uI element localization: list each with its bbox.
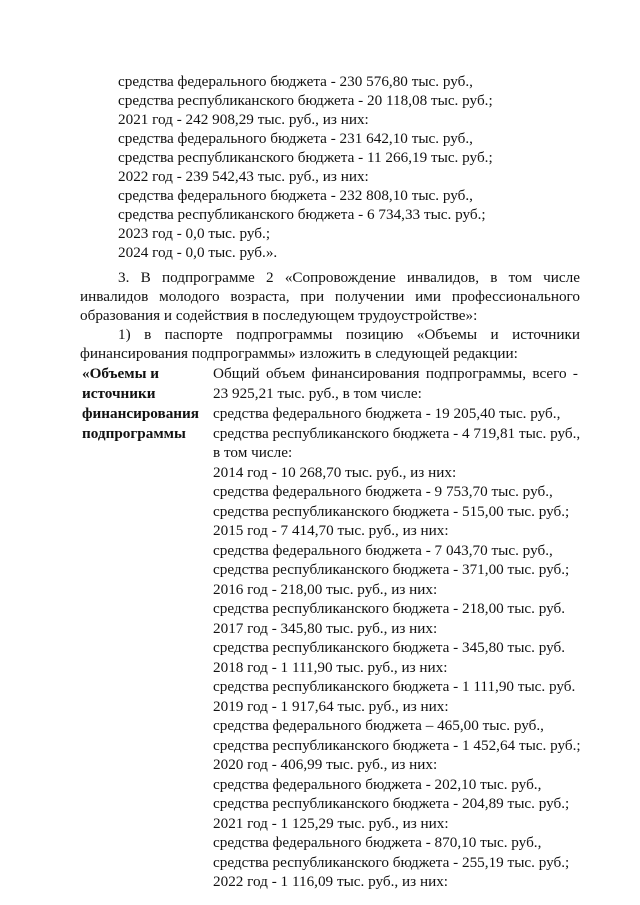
paragraph-line: финансирования подпрограммы» изложить в следующей редакции: [80, 345, 518, 362]
text-line: средства республиканского бюджета - 20 118,08 тыс. руб.; [118, 92, 493, 109]
text-line: 2022 год - 239 542,43 тыс. руб., из них: [118, 168, 369, 185]
text-line: средства республиканского бюджета - 6 734,33 тыс. руб.; [118, 206, 486, 223]
value-line: 23 925,21 тыс. руб., в том числе: [213, 385, 422, 402]
value-line: средства республиканского бюджета - 371,00 тыс. руб.; [213, 561, 570, 578]
value-line: средства республиканского бюджета - 255,19 тыс. руб.; [213, 854, 570, 871]
paragraph-line: 3. В подпрограмме 2 «Сопровождение инвалидов, в том числе [118, 269, 580, 286]
value-line: средства республиканского бюджета - 515,00 тыс. руб.; [213, 503, 570, 520]
value-line: 2021 год - 1 125,29 тыс. руб., из них: [213, 815, 449, 832]
value-line: 2017 год - 345,80 тыс. руб., из них: [213, 620, 438, 637]
paragraph-line: образования и содействия в последующем трудоустройстве»: [80, 307, 478, 324]
label-line: «Объемы и [82, 365, 159, 382]
value-line: средства федерального бюджета - 202,10 тыс. руб., [213, 776, 542, 793]
value-line: в том числе: [213, 444, 293, 461]
value-line: средства федерального бюджета – 465,00 тыс. руб., [213, 717, 544, 734]
value-line: Общий объем финансирования подпрограммы, всего - [213, 365, 578, 382]
label-line: источники [82, 385, 156, 402]
value-line: 2022 год - 1 116,09 тыс. руб., из них: [213, 873, 449, 890]
text-line: 2024 год - 0,0 тыс. руб.». [118, 244, 278, 261]
value-line: 2014 год - 10 268,70 тыс. руб., из них: [213, 464, 457, 481]
value-line: 2016 год - 218,00 тыс. руб., из них: [213, 581, 438, 598]
value-line: средства федерального бюджета - 7 043,70 тыс. руб., [213, 542, 553, 559]
value-line: средства республиканского бюджета - 204,89 тыс. руб.; [213, 795, 570, 812]
value-line: средства республиканского бюджета - 1 111,90 тыс. руб. [213, 678, 576, 695]
text-line: средства федерального бюджета - 230 576,80 тыс. руб., [118, 73, 473, 90]
value-line: 2015 год - 7 414,70 тыс. руб., из них: [213, 522, 449, 539]
text-line: 2023 год - 0,0 тыс. руб.; [118, 225, 271, 242]
paragraph-line: 1) в паспорте подпрограммы позицию «Объемы и источники [118, 326, 580, 343]
text-line: 2021 год - 242 908,29 тыс. руб., из них: [118, 111, 369, 128]
value-line: 2019 год - 1 917,64 тыс. руб., из них: [213, 698, 449, 715]
text-line: средства республиканского бюджета - 11 266,19 тыс. руб.; [118, 149, 493, 166]
value-line: средства федерального бюджета - 9 753,70 тыс. руб., [213, 483, 553, 500]
label-line: финансирования [82, 405, 200, 422]
value-line: средства федерального бюджета - 870,10 тыс. руб., [213, 834, 542, 851]
value-line: средства республиканского бюджета - 345,80 тыс. руб. [213, 639, 566, 656]
value-line: 2018 год - 1 111,90 тыс. руб., из них: [213, 659, 448, 676]
text-line: средства федерального бюджета - 231 642,10 тыс. руб., [118, 130, 473, 147]
text-line: средства федерального бюджета - 232 808,10 тыс. руб., [118, 187, 473, 204]
value-line: средства республиканского бюджета - 4 719,81 тыс. руб., [213, 425, 581, 442]
value-line: средства республиканского бюджета - 218,00 тыс. руб. [213, 600, 566, 617]
value-line: средства республиканского бюджета - 1 452,64 тыс. руб.; [213, 737, 581, 754]
value-line: 2020 год - 406,99 тыс. руб., из них: [213, 756, 438, 773]
value-line: средства федерального бюджета - 19 205,40 тыс. руб., [213, 405, 561, 422]
label-line: подпрограммы [82, 425, 186, 442]
paragraph-line: инвалидов молодого возраста, при получении ими профессионального [80, 288, 580, 305]
